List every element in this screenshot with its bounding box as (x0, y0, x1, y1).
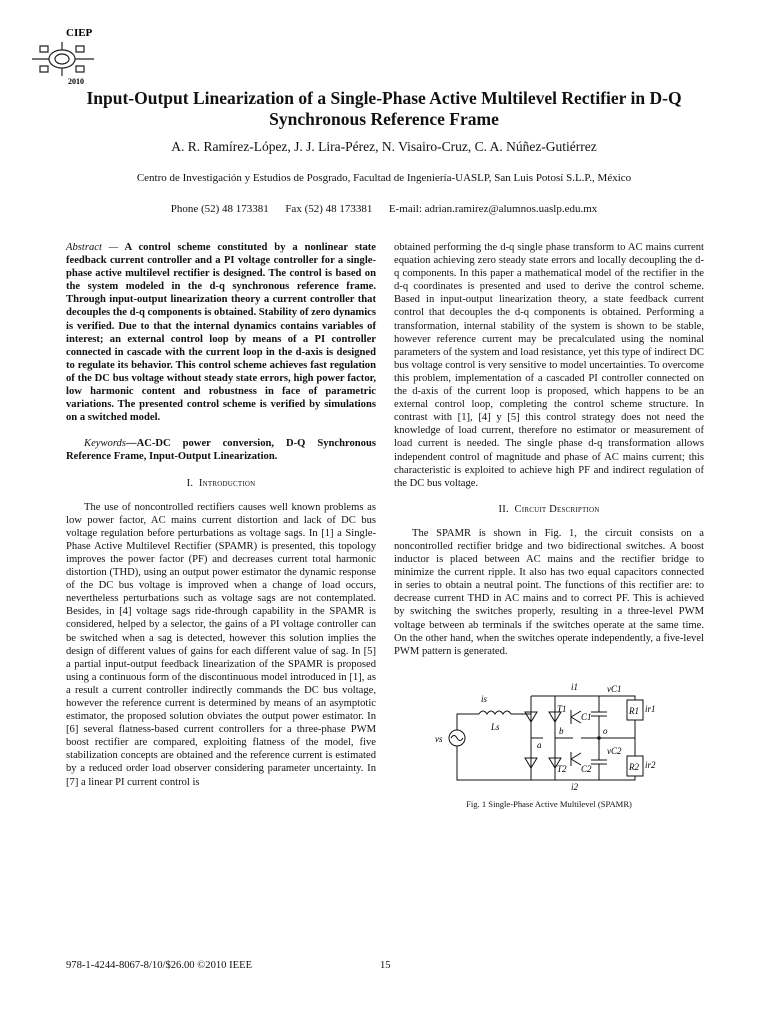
phone: Phone (52) 48 173381 (170, 203, 269, 215)
label-R2: R2 (629, 761, 639, 772)
circuit-paragraph: The SPAMR is shown in Fig. 1, the circuit consists on a noncontrolled rectifier bridge and two bidirectional switches. A boost inductor is placed between AC mains and the rectifier bridge to minimize the current ripple. It also has two equal capacitors connected in series to obtain a neutral point. The functions of this rectifier are: to decrease current THD in AC mains and to correct PF. This is achieved by switching the switches properly, resulting in a three-level PWM voltage between ab terminals if the switches operate at the same time. On the other hand, when the switches operate independently, a five-level PWM pattern is generated. (394, 527, 704, 657)
contact-line (40, 203, 728, 215)
label-C1: C1 (581, 711, 592, 722)
ciep-logo (28, 24, 98, 86)
label-vC2: vC2 (607, 745, 622, 756)
intro-continuation-paragraph: obtained performing the d-q single phase transform to AC mains current equation achieving zero steady state errors and locally decoupling the d-q components. In this paper a mathematical model of the rectifier in the d-q coordinates is presented and used to derive the control scheme. Based in input-output linearization theory, a state feedback current control that decouples the d-q components is obtained. Performing a transformation, internal stability of the system is shown to be stable, however reference current may be precalculated using the nominal parameters of the system and load resistance, yet this type of indirect DC bus voltage control is very sensitive to model uncertainties. To overcome this problem, implementation of a cascaded PI controller connected on the d-axis of the current loop is proposed, which happens to be an external control loop, completing the control scheme structure. In contrast with [1], [4] y [5] this control strategy does not need the knowledge of load current, therefore no estimator or measurement of load current is needed. The single phase d-q transformation allows independent control of magnitude and phase of AC mains current; this characteristic is exploited to achieve high PF and indirect regulation of the DC bus voltage. (394, 242, 704, 489)
keywords-text: —AC-DC power conversion, D-Q Synchronous Reference Frame, Input-Output Linearization. (66, 438, 376, 463)
label-C2: C2 (581, 763, 592, 774)
abstract (66, 241, 376, 424)
label-vs: vs (435, 733, 443, 744)
abstract-text: A control scheme constituted by a nonlinear state feedback current controller and a PI voltage controller for a single-phase active multilevel rectifier is designed. The control is based on the system modeled in the d-q synchronous reference frame. Through input-output linearization theory a current controller that decouples the d-q components is obtained. Stability of zero dynamics is verified. Due to that the internal dynamics contains variables of interest; an external control loop by means of a PI controller connected in cascade with the current loop in the d-axis is designed to regulate its behavior. This control scheme achieves fast regulation of the DC bus voltage without steady state errors, high power factor, low harmonic content and robustness in face of parametric variations. The presented control scheme is verified by simulations on a switched model. (66, 242, 377, 424)
intro-paragraph: The use of noncontrolled rectifiers causes well known problems as low power factor, AC mains current distortion and lack of DC bus voltage regulation before perturbations as voltage sags. In [1] a Single-Phase Active Multilevel Rectifier (SPAMR) is presented, this topology improves the power factor (PF) and decreases current total harmonic distortion (THD), using an output power estimator the dynamic response of the DC bus voltage is improved when a change of load occurs, nevertheless perturbations such as voltage sags are not contemplated. Besides, in [4] voltage sags ride-through capability in the SPAMR is considered, helped by a selector, the gains of a PI voltage controller can be switched when a sag is detected, however this solution implies the design of different values of gains for each different value of sag. In [5] a partial input-output feedback linearization of the SPAMR is proposed using a continuous form of the discontinuous model introduced in [1], as a result a current controller indirectly commands the DC bus voltage, however the reference current is determined by means of an asymptotic estimator, the proposed solution obviates the output power estimator. In [6] several flatness-based current controllers for a three-phase PWM boost rectifier are compared, exploiting flatness of the model, five stabilization concepts are obtained and the reference current is estimated by a reduced order load observer considering parameter uncertainty. In [7] a linear PI current control is (66, 501, 376, 788)
label-a: a (537, 739, 542, 750)
authors: A. R. Ramírez-López, J. J. Lira-Pérez, N. Visairo-Cruz, C. A. Núñez-Gutiérrez (171, 139, 597, 154)
label-o: o (603, 725, 608, 736)
logo-text: CIEP (66, 27, 93, 39)
label-ir2: ir2 (645, 759, 656, 770)
paper-title: Input-Output Linearization of a Single-Phase Active Multilevel Rectifier in D-Q Synchronous Reference Frame (86, 88, 682, 129)
abstract-lead: Abstract — (66, 242, 119, 253)
footer-isbn: 978-1-4244-8067-8/10/$26.00 ©2010 IEEE (66, 960, 253, 971)
label-i1: i1 (571, 681, 579, 692)
logo-year: 2010 (68, 77, 84, 86)
figure-caption: Fig. 1 Single-Phase Active Multilevel (SPAMR) (466, 798, 632, 809)
label-Ls: Ls (491, 721, 500, 732)
keywords (66, 437, 376, 463)
keywords-lead: Keywords (84, 438, 126, 450)
label-T2: T2 (557, 763, 567, 774)
label-vC1: vC1 (607, 683, 622, 694)
page-number: 15 (380, 960, 391, 971)
section-heading-circuit: II. Circuit Description (498, 503, 600, 515)
email: E-mail: adrian.ramirez@alumnos.uaslp.edu.mx (388, 203, 598, 215)
label-i2: i2 (571, 781, 579, 792)
label-T1: T1 (557, 703, 567, 714)
label-ir1: ir1 (645, 703, 656, 714)
label-is: is (481, 693, 488, 704)
fax: Fax (52) 48 173381 (285, 203, 373, 215)
left-column (66, 241, 376, 789)
right-column (394, 241, 704, 811)
affiliation: Centro de Investigación y Estudios de Posgrado, Facultad de Ingeniería-UASLP, San Luis Potosí S.L.P., México (136, 172, 632, 184)
label-b: b (559, 725, 564, 736)
circuit-figure (431, 676, 667, 794)
section-heading-intro: I. Introduction (186, 477, 256, 489)
label-R1: R1 (629, 705, 639, 716)
